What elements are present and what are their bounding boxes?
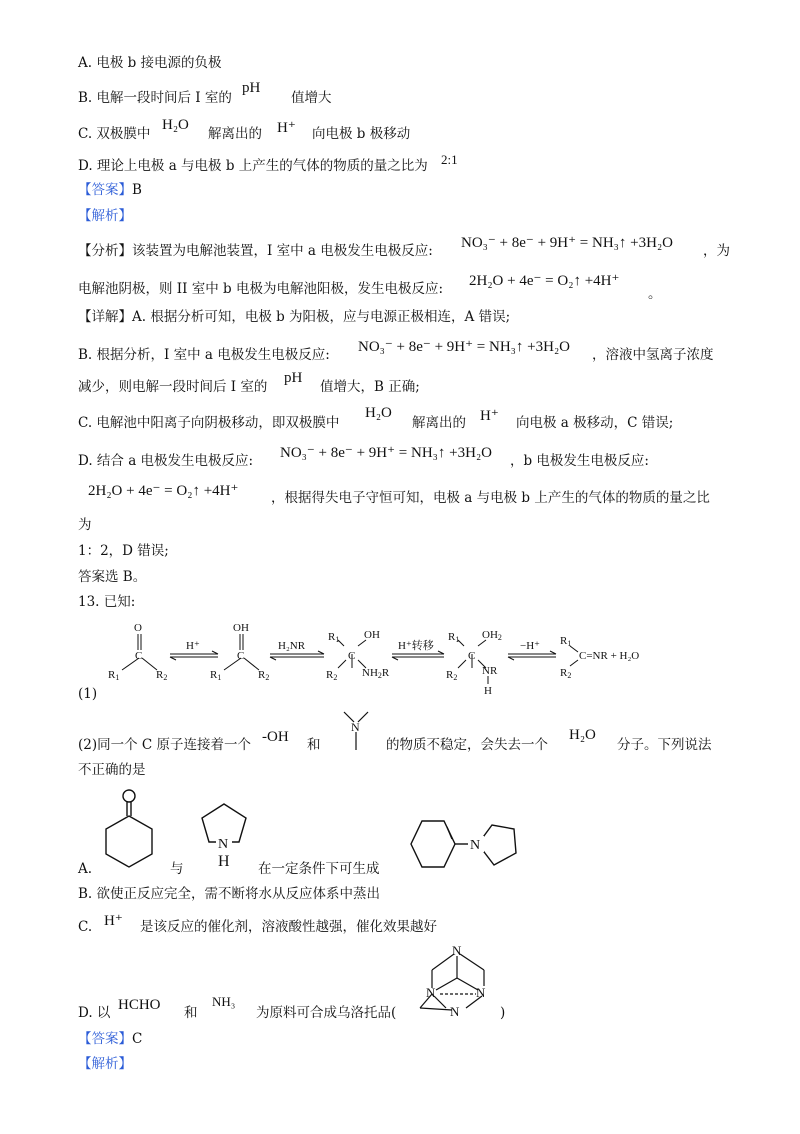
- svg-text:C: C: [348, 650, 356, 662]
- xiangjie-b-tail: ，溶液中氢离子浓度: [592, 347, 714, 363]
- svg-text:R2: R2: [156, 669, 168, 682]
- xiangjie-c-mid: 解离出的: [412, 415, 466, 431]
- xiangjie-d2-tail: ，根据得失电子守恒可知，电极 a 与电极 b 上产生的气体的物质的量之比: [271, 490, 710, 506]
- svg-text:N: N: [450, 1004, 460, 1019]
- svg-text:R1: R1: [210, 669, 222, 682]
- option-c-label: C.: [78, 919, 93, 935]
- svg-text:OH2: OH2: [482, 629, 502, 642]
- part-2-end: 分子。下列说法: [617, 737, 712, 753]
- svg-text:N: N: [476, 985, 486, 1000]
- option-d-label: D. 以: [78, 1005, 111, 1021]
- hcho-formula: HCHO: [118, 997, 161, 1013]
- option-a-and: 与: [170, 861, 184, 877]
- h2o-formula: H₂O: [162, 117, 189, 133]
- pyrrolidine-structure: [194, 800, 254, 870]
- xiangjie-d-tail: ，b 电极发生电极反应:: [510, 453, 649, 469]
- svg-text:R2: R2: [446, 669, 458, 682]
- conclusion: 答案选 B。: [78, 569, 147, 585]
- equation-cathode: NO₃⁻ + 8e⁻ + 9H⁺ = NH₃↑ +3H₂O: [461, 235, 674, 251]
- ph-formula: pH: [242, 80, 261, 96]
- option-a-label: A.: [78, 861, 93, 877]
- option-d-text: D. 理论上电极 a 与电极 b 上产生的气体的物质的量之比为: [78, 158, 428, 174]
- option-a: A. 电极 b 接电源的负极: [78, 55, 222, 71]
- option-b: B. 欲使正反应完全，需不断将水从反应体系中蒸出: [78, 886, 381, 902]
- option-d-and: 和: [184, 1005, 198, 1021]
- svg-text:NH2R: NH2R: [362, 667, 390, 680]
- xiangjie-b2: 减少，则电解一段时间后 I 室的: [78, 379, 268, 395]
- xiangjie-a: 【详解】A. 根据分析可知，电极 b 为阳极，应与电源正极相连，A 错误;: [78, 309, 511, 325]
- h2o-formula-2: H₂O: [365, 405, 392, 421]
- svg-text:OH: OH: [233, 622, 249, 634]
- analysis-label-2: 【解析】: [78, 1056, 132, 1072]
- part-2-and: 和: [307, 737, 321, 753]
- option-a-tail: 在一定条件下可生成: [258, 861, 380, 877]
- amine-structure: [336, 710, 376, 754]
- scheme-label-1: (1): [78, 686, 98, 702]
- ratio-formula: 2:1: [441, 152, 458, 167]
- fenxi-end: 。: [648, 286, 662, 302]
- arrow-label-3: H⁺转移: [398, 640, 434, 652]
- part-2-text: (2)同一个 C 原子连接着一个: [78, 737, 252, 753]
- option-b-text: B. 电解一段时间后 I 室的: [78, 90, 232, 106]
- svg-text:N: N: [351, 720, 360, 734]
- svg-text:C: C: [135, 650, 143, 662]
- svg-text:C: C: [237, 650, 245, 662]
- equation-d2: 2H₂O + 4e⁻ = O₂↑ +4H⁺: [88, 483, 239, 499]
- arrow-label-1: H⁺: [186, 640, 200, 652]
- imine-product: C=NR + H₂O: [579, 650, 640, 662]
- enamine-structure: [400, 815, 530, 875]
- reaction-scheme: [100, 618, 680, 698]
- option-d-tail: 为原料可合成乌洛托品(: [256, 1005, 397, 1021]
- fenxi-tail: ，为: [703, 243, 730, 259]
- h-plus-formula-3: H⁺: [104, 913, 123, 929]
- h-plus-formula: H⁺: [277, 120, 296, 136]
- pyrrolidine-h: H: [218, 853, 230, 870]
- xiangjie-d: D. 结合 a 电极发生电极反应:: [78, 453, 254, 469]
- urotropine-structure: [412, 940, 508, 1020]
- xiangjie-d3: 为: [78, 517, 92, 533]
- oh-formula: -OH: [262, 729, 289, 745]
- answer-label-2: 【答案】C: [78, 1031, 143, 1047]
- option-c-text: C. 双极膜中: [78, 126, 151, 142]
- option-c-tail-13: 是该反应的催化剂，溶液酸性越强，催化效果越好: [140, 919, 437, 935]
- h2o-formula-3: H₂O: [569, 727, 596, 743]
- svg-text:OH: OH: [364, 629, 380, 641]
- equation-d: NO₃⁻ + 8e⁻ + 9H⁺ = NH₃↑ +3H₂O: [280, 445, 493, 461]
- arrow-label-2: H₂NR: [278, 640, 306, 652]
- fenxi-text-2: 电解池阴极，则 II 室中 b 电极为电解池阳极，发生电极反应:: [78, 281, 444, 297]
- part-2-line-2: 不正确的是: [78, 762, 146, 778]
- analysis-label: 【解析】: [78, 208, 132, 224]
- option-b-tail: 值增大: [291, 90, 332, 106]
- ph-formula-2: pH: [284, 370, 303, 386]
- xiangjie-c-tail: 向电极 a 极移动，C 错误;: [516, 415, 674, 431]
- arrow-label-4: −H⁺: [520, 640, 540, 652]
- xiangjie-d4: 1：2，D 错误;: [78, 543, 169, 559]
- equation-b: NO₃⁻ + 8e⁻ + 9H⁺ = NH₃↑ +3H₂O: [358, 339, 571, 355]
- question-13-title: 13. 已知:: [78, 594, 136, 610]
- svg-text:R2: R2: [560, 667, 572, 680]
- svg-text:H: H: [484, 685, 492, 697]
- svg-text:N: N: [470, 838, 481, 853]
- option-c-mid: 解离出的: [208, 126, 262, 142]
- part-2-tail: 的物质不稳定，会失去一个: [386, 737, 548, 753]
- svg-text:R2: R2: [258, 669, 270, 682]
- svg-text:R1: R1: [560, 635, 572, 648]
- xiangjie-b: B. 根据分析，I 室中 a 电极发生电极反应:: [78, 347, 330, 363]
- fenxi-text: 【分析】该装置为电解池装置，I 室中 a 电极发生电极反应:: [78, 243, 433, 259]
- option-c-tail: 向电极 b 极移动: [312, 126, 411, 142]
- svg-text:NR: NR: [482, 665, 498, 677]
- svg-text:R1: R1: [448, 631, 460, 644]
- svg-text:R1: R1: [328, 631, 340, 644]
- svg-text:C: C: [468, 650, 476, 662]
- svg-text:N: N: [426, 985, 436, 1000]
- svg-text:R1: R1: [108, 669, 120, 682]
- xiangjie-c: C. 电解池中阳离子向阴极移动，即双极膜中: [78, 415, 340, 431]
- equation-anode: 2H₂O + 4e⁻ = O₂↑ +4H⁺: [469, 273, 620, 289]
- answer-label: 【答案】B: [78, 182, 142, 198]
- svg-text:R2: R2: [326, 669, 338, 682]
- xiangjie-b2-tail: 值增大，B 正确;: [320, 379, 420, 395]
- svg-text:O: O: [134, 622, 142, 634]
- h-plus-formula-2: H⁺: [480, 408, 499, 424]
- cyclohexanone-structure: [96, 786, 166, 872]
- nh3-formula: NH₃: [212, 994, 236, 1009]
- svg-text:N: N: [452, 943, 462, 958]
- option-d-close: ): [500, 1005, 506, 1021]
- svg-text:N: N: [218, 837, 229, 852]
